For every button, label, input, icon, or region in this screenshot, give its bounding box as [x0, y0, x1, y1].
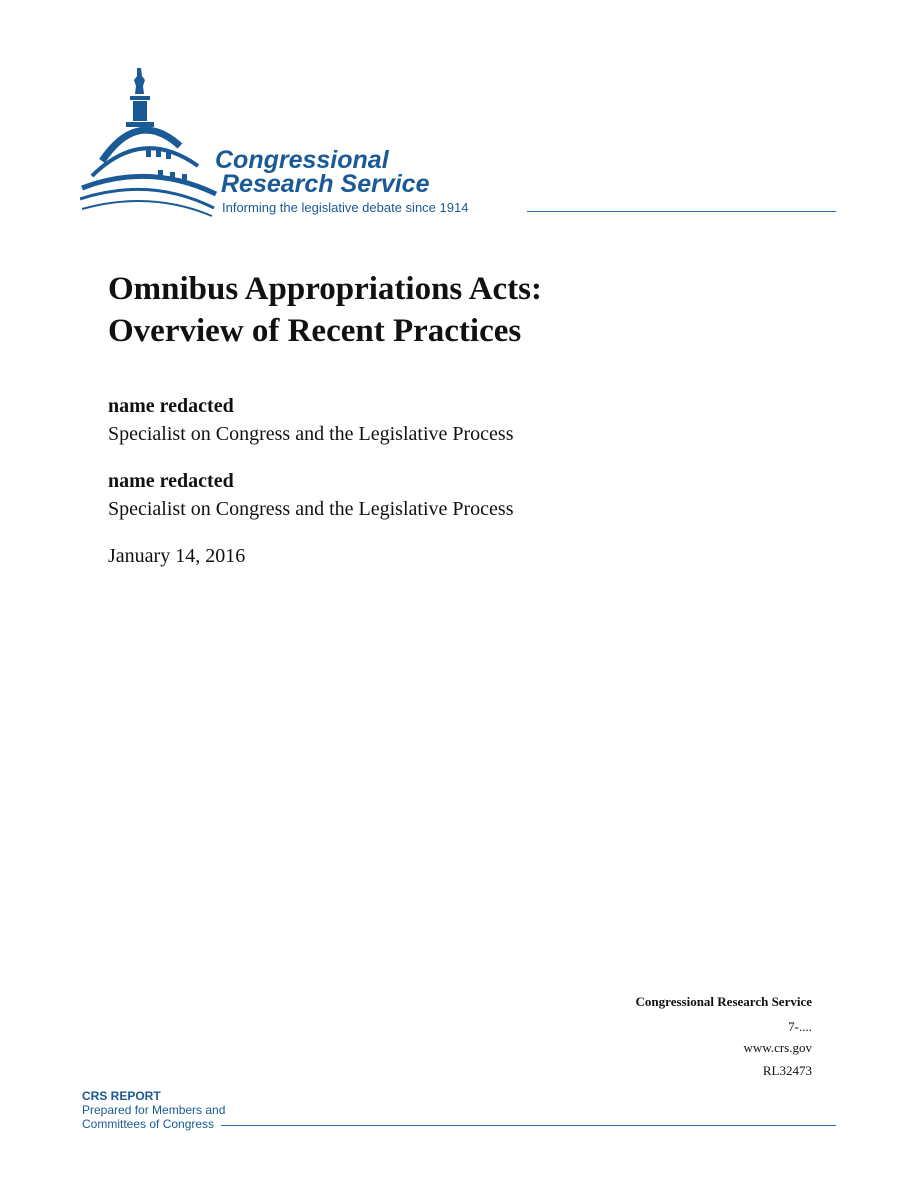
report-title-line1: Omnibus Appropriations Acts:: [108, 271, 542, 307]
header-divider: [527, 211, 836, 212]
report-date: January 14, 2016: [108, 545, 246, 567]
author-name: name redacted: [108, 470, 234, 492]
info-phone: 7-....: [788, 1019, 812, 1034]
author-role: Specialist on Congress and the Legislative Process: [108, 423, 514, 445]
author-role: Specialist on Congress and the Legislative Process: [108, 498, 514, 520]
footer-line1: Prepared for Members and: [82, 1103, 226, 1117]
report-title-line2: Overview of Recent Practices: [108, 313, 522, 349]
info-website-link[interactable]: www.crs.gov: [743, 1040, 812, 1055]
logo-wordmark-line2: Research Service: [221, 170, 430, 198]
footer-label: CRS REPORT: [82, 1089, 161, 1103]
logo-tagline: Informing the legislative debate since 1914: [222, 200, 469, 215]
info-organization: Congressional Research Service: [635, 994, 812, 1009]
footer-line2: Committees of Congress: [82, 1117, 215, 1131]
author-name: name redacted: [108, 395, 234, 417]
report-title: [108, 268, 542, 352]
logo-wordmark-line1: Congressional: [215, 146, 389, 174]
info-report-number: RL32473: [762, 1063, 812, 1078]
footer-divider: [221, 1125, 836, 1126]
capitol-dome-icon: [80, 66, 220, 218]
